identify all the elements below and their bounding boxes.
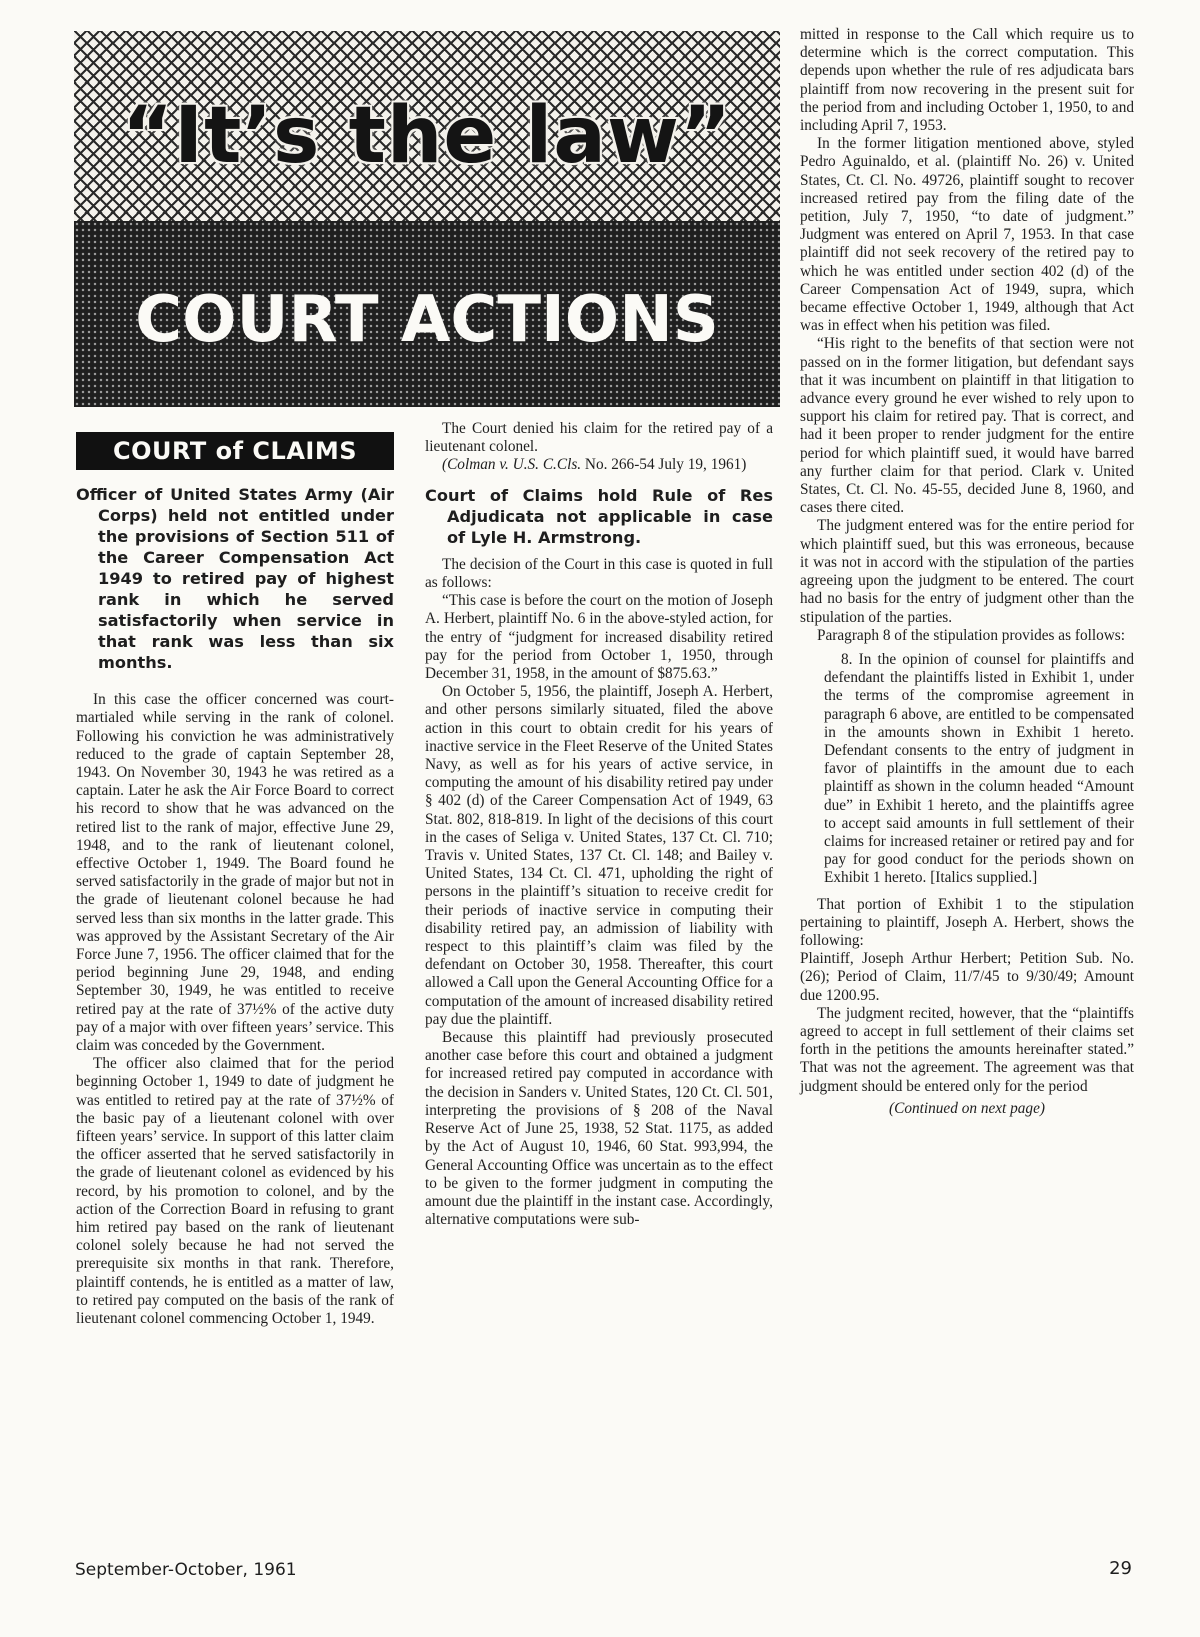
article-2-headline: Court of Claims hold Rule of Res Adjudicata not applicable in case of Lyle H. Armstrong. xyxy=(425,485,773,547)
article-2-paragraph: Because this plaintiff had previously prosecuted another case before this court and obtained a judgment for increased retired pay computed in accordance with the decision in Sanders v. United States, 120 Ct. Cl. 501, interpreting the provisions of § 208 of the Naval Reserve Act of June 25, 1938, 52 Stat. 1175, as added by the Act of August 10, 1946, 60 Stat. 993,994, the General Accounting Office was uncertain as to the effect to be given to the former judgment in computing the amount due the plaintiff in the instant case. Accordingly, alternative computations were sub- xyxy=(425,1029,773,1229)
masthead-bottom-panel xyxy=(74,221,780,407)
section-heading: COURT of CLAIMS xyxy=(76,432,394,470)
article-1-citation: (Colman v. U.S. C.Cls. No. 266-54 July 19, 1961) xyxy=(442,456,747,474)
article-1-paragraph: The officer also claimed that for the period beginning October 1, 1949 to date of judgment he was entitled to retired pay at the rate of 37½% of the basic pay of a lieutenant colonel with over fifteen years’ service. In support of this latter claim the officer asserted that he served satisfactorily in the grade of lieutenant colonel as evidenced by his record, by his promotion to colonel, and by the action of the Correction Board in refusing to grant him retired pay based on the rank of lieutenant colonel solely because he had not served the prerequisite six months in that rank. Therefore, plaintiff contends, he is entitled as a matter of law, to retired pay computed on the basis of the rank of lieutenant colonel commencing October 1, 1949. xyxy=(76,1055,394,1328)
masthead-top-panel xyxy=(74,31,780,221)
article-2-paragraph-continued: mitted in response to the Call which require us to determine which is the correct computation. This depends upon whether the rule of res adjudicata bars plaintiff from now recovering in the present suit for the period from and including October 1, 1950, to and including April 7, 1953. xyxy=(800,26,1134,135)
article-2-paragraph: Paragraph 8 of the stipulation provides as follows: xyxy=(817,626,1126,644)
article-2-paragraph: In the former litigation mentioned above, styled Pedro Aguinaldo, et al. (plaintiff No. 26) v. United States, Ct. Cl. No. 49726, plaintiff sought to recover increased retired pay from the filing date of the petition, July 7, 1950, “to date of judgment.” Judgment was entered on April 7, 1953. In that case plaintiff did not seek recovery of the retired pay to which he was entitled under section 402 (d) of the Career Compensation Act of 1949, supra, which became effective October 1, 1949, although that Act was in effect when his petition was filed. xyxy=(800,135,1134,335)
masthead xyxy=(74,31,780,407)
column-1 xyxy=(76,420,394,1328)
article-1-headline: Officer of United States Army (Air Corps) held not entitled under the provisions of Section 511 of the Career Compensation Act 1949 to retired pay of highest rank in which he served satisfactorily when service in that rank was less than six months. xyxy=(76,484,394,673)
continued-note: (Continued on next page) xyxy=(889,1099,1045,1117)
article-2-paragraph: The judgment entered was for the entire period for which plaintiff sued, but this was erroneous, because it was not in accord with the stipulation of the parties agreeing upon the judgment to be entered. The court had no basis for the entry of judgment other than the stipulation of the parties. xyxy=(800,517,1134,626)
column-2 xyxy=(425,420,773,1229)
article-2-paragraph: The decision of the Court in this case is quoted in full as follows: xyxy=(425,555,773,591)
exhibit-entry: Plaintiff, Joseph Arthur Herbert; Petition Sub. No. (26); Period of Claim, 11/7/45 to 9/30/49; Amount due 1200.95. xyxy=(800,950,1134,1004)
article-2-paragraph: “This case is before the court on the motion of Joseph A. Herbert, plaintiff No. 6 in the above-styled action, for the entry of “judgment for increased disability retired pay for the period from October 1, 1950, through December 31, 1958, in the amount of $875.63.” xyxy=(425,592,773,683)
article-1-paragraph: In this case the officer concerned was court-martialed while serving in the rank of colonel. Following his conviction he was administratively reduced to the grade of captain September 28, 1943. On November 30, 1943 he was retired as a captain. Later he ask the Air Force Board to correct his record to show that he was advanced on the retired list to the rank of major, effective June 29, 1948, and to the rank of lieutenant colonel, effective October 1, 1949. The Board found he served satisfactorily in the grade of major but not in the grade of lieutenant colonel because he had served less than six months in the latter grade. This was approved by the Assistant Secretary of the Air Force June 7, 1956. The officer claimed that for the period beginning June 29, 1948, and ending September 30, 1949, he was entitled to receive retired pay at the rate of 37½% of the active duty pay of a major with over fifteen years’ service. This claim was conceded by the Government. xyxy=(76,691,394,1054)
column-3 xyxy=(800,26,1134,1118)
article-2-paragraph: “His right to the benefits of that section were not passed on in the former litigation, but defendant says that it was incumbent on plaintiff in that litigation to advance every ground he ever wished to rely upon to support his claim for retired pay. That is correct, and had it been proper to render judgment for the entire period for which plaintiff sued, it would have barred any further claim for that period. Clark v. United States, Ct. Cl. No. 45-55, decided June 8, 1960, and cases there cited. xyxy=(800,335,1134,517)
masthead-title-top: “It’s the law” xyxy=(121,91,733,181)
article-2-paragraph: That portion of Exhibit 1 to the stipulation pertaining to plaintiff, Joseph A. Herbert, shows the following: xyxy=(800,895,1134,949)
article-1-paragraph: The Court denied his claim for the retired pay of a lieutenant colonel. xyxy=(425,420,773,456)
article-2-paragraph: On October 5, 1956, the plaintiff, Joseph A. Herbert, and other persons similarly situated, filed the above action in this court to obtain credit for his years of inactive service in the Fleet Reserve of the United States Navy, as well as for his years of active service, in computing the amount of his disability retired pay under § 402 (d) of the Career Compensation Act of 1949, 63 Stat. 802, 818-819. In light of the decisions of this court in the cases of Seliga v. United States, 137 Ct. Cl. 710; Travis v. United States, 137 Ct. Cl. 148; and Bailey v. United States, 134 Ct. Cl. 471, upholding the right of persons in the plaintiff’s situation to receive credit for their periods of inactive service in computing their disability retired pay, an admission of liability with respect to this plaintiff’s claim was filed by the defendant on October 30, 1958. Thereafter, this court allowed a Call upon the General Accounting Office for a computation of the amount of increased disability retired pay due the plaintiff. xyxy=(425,683,773,1028)
issue-date: September-October, 1961 xyxy=(75,1560,297,1580)
page-number: 29 xyxy=(1109,1558,1132,1579)
masthead-title-bottom: COURT ACTIONS xyxy=(135,283,719,357)
article-2-paragraph: The judgment recited, however, that the “plaintiffs agreed to accept in full settlement of their claims set forth in the petitions the amounts hereinafter stated.” That was not the agreement. The agreement was that judgment should be entered only for the period xyxy=(800,1004,1134,1095)
stipulation-quote: 8. In the opinion of counsel for plaintiffs and defendant the plaintiffs listed in Exhibit 1, under the terms of the compromise agreement in paragraph 6 above, are entitled to be compensated in the amounts shown in Exhibit 1 hereto. Defendant consents to the entry of judgment in favor of plaintiffs in the amount due to each plaintiff as shown in the column headed “Amount due” in Exhibit 1 hereto, and the plaintiffs agree to accept said amounts in full settlement of their claims for increased retainer or retired pay and for pay for good conduct for the periods shown on Exhibit 1 hereto. [Italics supplied.] xyxy=(824,650,1134,887)
